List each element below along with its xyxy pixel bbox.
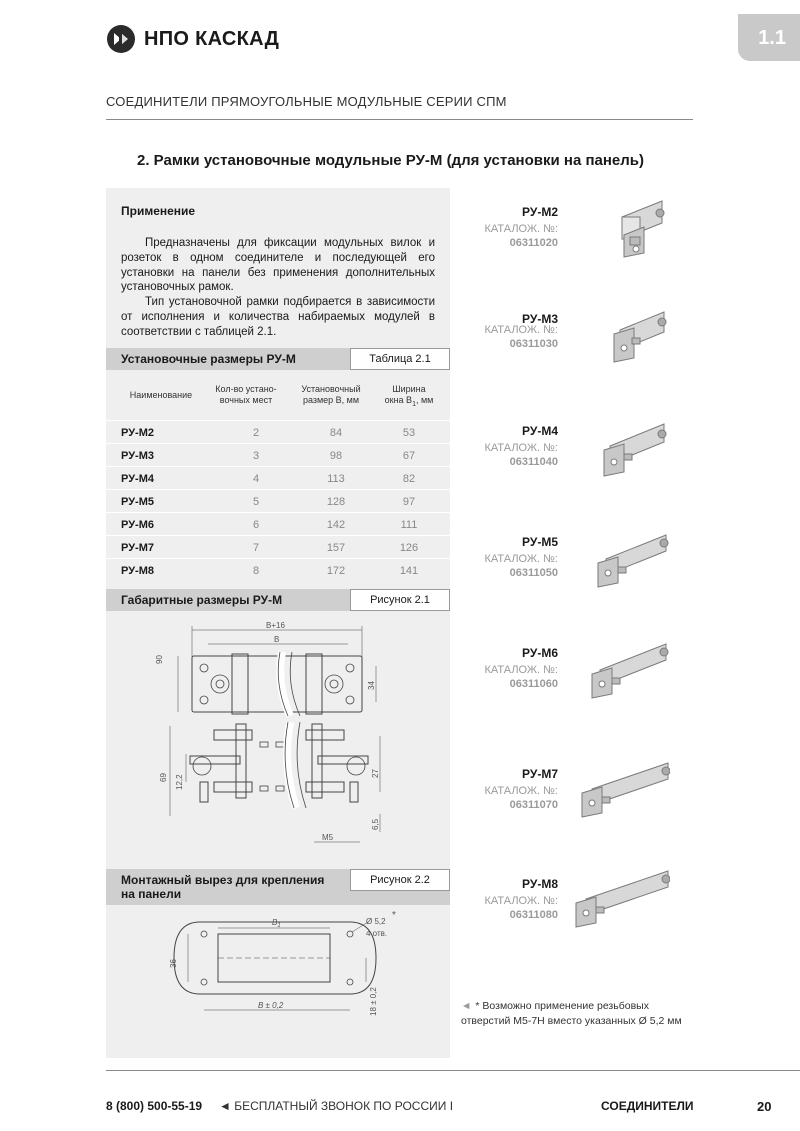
header-divider [106, 119, 693, 120]
dim-12-2: 12,2 [175, 774, 184, 790]
row-width: 53 [402, 427, 416, 439]
catalog-number: 06311040 [509, 456, 558, 468]
dim-b1-sub: 1 [277, 923, 281, 929]
figure1-title-bar [106, 589, 450, 611]
figure1-ref: Рисунок 2.1 [350, 589, 450, 611]
footnote-text: * Возможно применение резьбовых отверстий M5-7H вместо указанных Ø 5,2 мм [461, 1000, 682, 1027]
product-image [570, 304, 670, 366]
footnote-arrow-icon: ◄ [461, 1000, 472, 1012]
row-size: 157 [326, 542, 346, 554]
col-width-header [368, 384, 450, 410]
catalog-label: КАТАЛОЖ. №: [484, 895, 558, 907]
figure2-title: Монтажный вырез для крепления на панели [121, 873, 325, 901]
dim-18: 18 ± 0,2 [369, 987, 378, 1016]
dim-36: 36 [169, 959, 178, 968]
row-width: 141 [399, 565, 419, 577]
product-name: РУ-М2 [522, 205, 558, 219]
row-size: 142 [326, 519, 346, 531]
dim-m5: M5 [322, 833, 334, 842]
row-name: РУ-М4 [121, 473, 154, 485]
row-name: РУ-М8 [121, 565, 154, 577]
catalog-label: КАТАЛОЖ. №: [484, 324, 558, 336]
product-name: РУ-М6 [522, 646, 558, 660]
col-width-line2: окна B [384, 395, 413, 405]
catalog-number: 06311070 [509, 799, 558, 811]
table-row [106, 558, 450, 581]
catalog-number: 06311050 [509, 567, 558, 579]
dim-hole: Ø 5,2 [366, 917, 386, 926]
section-number: 1.1 [758, 27, 786, 49]
company-logo [106, 24, 279, 54]
catalog-number: 06311020 [509, 237, 558, 249]
dim-90: 90 [155, 655, 164, 664]
figure1-drawing [150, 618, 390, 850]
dim-b1-letter: B [272, 918, 278, 927]
dim-b16: B+16 [266, 621, 285, 630]
product-ru-m7 [470, 767, 800, 847]
application-paragraph-2: Тип установочной рамки подбирается в зависимости от исполнения и количества набираемых модулей в соответствии с таблицей 2.1. [121, 296, 435, 338]
figure1-title: Габаритные размеры РУ-М [121, 593, 283, 607]
dim-star: * [392, 910, 396, 921]
figure2-drawing [160, 908, 400, 1020]
figure2-ref: Рисунок 2.2 [350, 869, 450, 891]
row-width: 82 [402, 473, 416, 485]
row-size: 84 [329, 427, 343, 439]
product-image [570, 759, 670, 821]
product-image [570, 638, 670, 700]
dim-holes-count: 4 отв. [366, 929, 388, 938]
page-number: 20 [757, 1099, 772, 1114]
product-name: РУ-М4 [522, 424, 558, 438]
application-heading: Применение [121, 204, 196, 218]
catalog-number: 06311080 [509, 909, 558, 921]
catalog-label: КАТАЛОЖ. №: [484, 442, 558, 454]
dim-b: B [274, 635, 280, 644]
footer-section: СОЕДИНИТЕЛИ [601, 1099, 694, 1113]
dim-69: 69 [159, 773, 168, 782]
section-title: 2. Рамки установочные модульные РУ-М (для установки на панель) [137, 152, 645, 169]
dim-6-5: 6,5 [371, 818, 380, 830]
table-row [106, 466, 450, 489]
table-row [106, 512, 450, 535]
col-width-line1: Ширина [392, 384, 426, 394]
product-name: РУ-М7 [522, 767, 558, 781]
table-row [106, 489, 450, 512]
product-name: РУ-М3 [522, 312, 558, 326]
product-image [570, 527, 670, 589]
logo-icon [106, 24, 136, 54]
col-width-line3: , мм [415, 395, 434, 405]
row-name: РУ-М5 [121, 496, 154, 508]
row-size: 113 [327, 473, 345, 485]
product-ru-m8 [470, 877, 800, 957]
footer-divider [106, 1070, 800, 1071]
company-name: НПО КАСКАД [144, 27, 280, 50]
product-ru-m3 [470, 312, 800, 392]
product-image [570, 416, 670, 478]
catalog-number: 06311030 [509, 338, 558, 350]
table-row [106, 420, 450, 443]
col-count-line1: Кол-во устано- [215, 384, 277, 394]
row-width: 97 [402, 496, 416, 508]
row-count: 4 [252, 473, 260, 485]
col-count-line2: вочных мест [219, 395, 273, 405]
product-image [570, 869, 670, 931]
dim-b-tol: B ± 0,2 [258, 1001, 284, 1010]
row-size: 128 [326, 496, 346, 508]
footer-free-call: ◄ БЕСПЛАТНЫЙ ЗВОНОК ПО РОССИИ I [219, 1099, 454, 1113]
dim-b1 [272, 918, 281, 929]
row-size: 172 [326, 565, 346, 577]
section-tab [738, 14, 800, 61]
row-count: 8 [252, 565, 260, 577]
table-title: Установочные размеры РУ-М [121, 352, 296, 366]
catalog-number: 06311060 [509, 678, 558, 690]
row-count: 2 [252, 427, 260, 439]
col-name-header: Наименование [129, 390, 193, 400]
dim-27: 27 [371, 769, 380, 778]
footer-phone: 8 (800) 500-55-19 [106, 1099, 203, 1113]
catalog-label: КАТАЛОЖ. №: [484, 553, 558, 565]
table-row [106, 535, 450, 558]
dim-34: 34 [367, 681, 376, 690]
product-ru-m4 [470, 424, 800, 504]
catalog-label: КАТАЛОЖ. №: [484, 785, 558, 797]
row-width: 111 [400, 519, 418, 531]
col-count-header [201, 384, 291, 406]
table-body [106, 420, 450, 581]
col-size-line1: Установочный [301, 384, 361, 394]
product-ru-m6 [470, 646, 800, 726]
product-ru-m2 [470, 205, 800, 285]
col-size-line2: размер B, мм [302, 395, 360, 405]
col-width-sub: 1 [412, 400, 416, 408]
row-name: РУ-М3 [121, 450, 154, 462]
row-count: 5 [252, 496, 260, 508]
product-ru-m5 [470, 535, 800, 615]
row-size: 98 [329, 450, 343, 462]
row-count: 3 [252, 450, 260, 462]
table-ref: Таблица 2.1 [350, 348, 450, 370]
product-name: РУ-М5 [522, 535, 558, 549]
row-name: РУ-М2 [121, 427, 154, 439]
footnote [461, 999, 701, 1029]
application-text [121, 236, 435, 340]
table-header [106, 380, 450, 418]
row-count: 6 [252, 519, 260, 531]
series-title: СОЕДИНИТЕЛИ ПРЯМОУГОЛЬНЫЕ МОДУЛЬНЫЕ СЕРИИ СПМ [106, 94, 507, 109]
product-image [570, 197, 670, 259]
table-row [106, 443, 450, 466]
row-name: РУ-М6 [121, 519, 154, 531]
row-width: 126 [399, 542, 419, 554]
table-title-bar [106, 348, 450, 370]
catalog-label: КАТАЛОЖ. №: [484, 223, 558, 235]
row-name: РУ-М7 [121, 542, 154, 554]
row-width: 67 [402, 450, 416, 462]
catalog-label: КАТАЛОЖ. №: [484, 664, 558, 676]
application-paragraph-1: Предназначены для фиксации модульных вилок и розеток в одном соединителе и последующей его установки на панели без применения дополнительных установочных рамок. [121, 237, 435, 294]
figure2-title-bar [106, 869, 450, 905]
product-name: РУ-М8 [522, 877, 558, 891]
row-count: 7 [252, 542, 260, 554]
col-size-header [286, 384, 376, 406]
